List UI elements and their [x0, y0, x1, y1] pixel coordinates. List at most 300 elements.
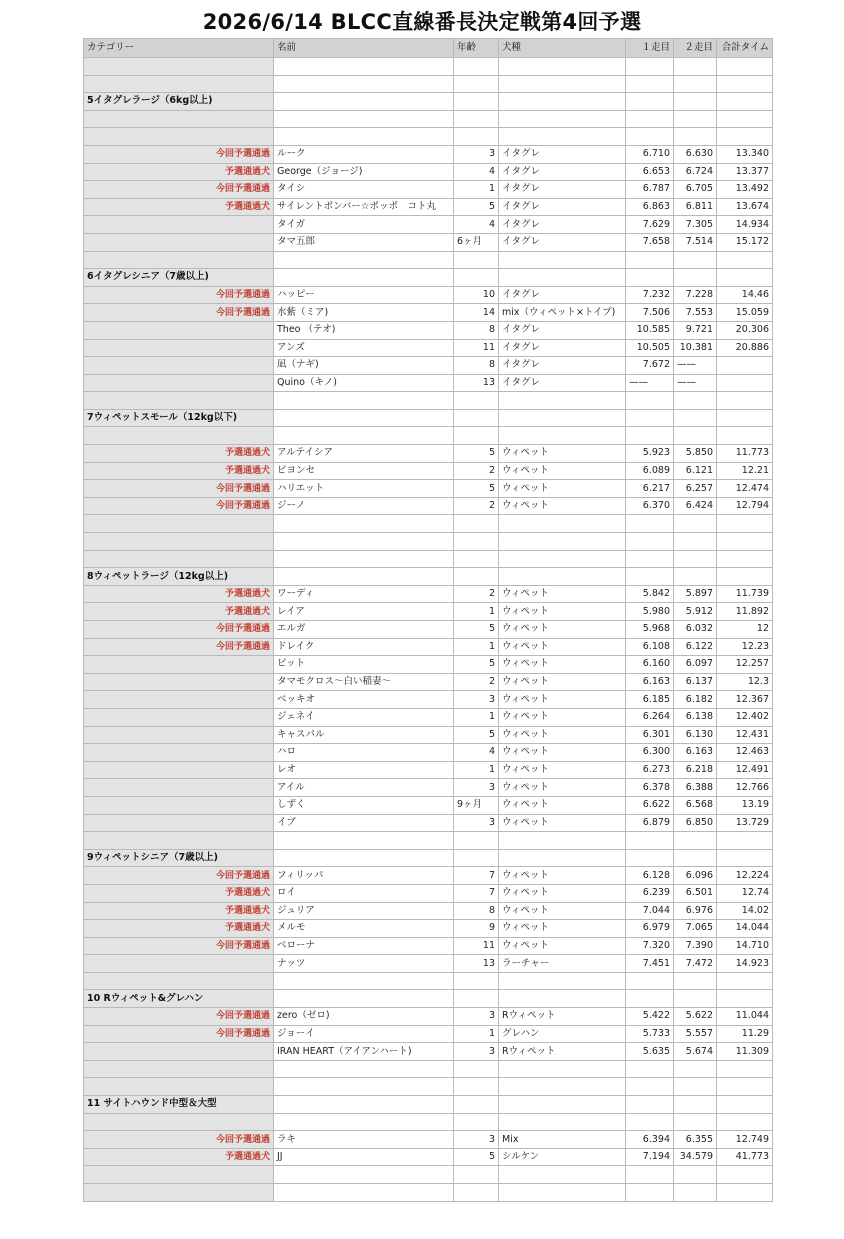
total-time-cell[interactable]: 12.402	[717, 708, 773, 726]
total-time-cell[interactable]: 13.492	[717, 181, 773, 199]
empty-category-cell[interactable]	[84, 533, 274, 551]
age-cell[interactable]: 9	[454, 920, 499, 938]
breed-cell[interactable]: イタグレ	[499, 357, 626, 375]
empty-cell[interactable]	[626, 427, 674, 445]
dog-name-cell[interactable]: アンズ	[274, 339, 454, 357]
qualification-status[interactable]: 今回予選通過	[84, 304, 274, 322]
empty-cell[interactable]	[274, 409, 454, 427]
empty-cell[interactable]	[626, 849, 674, 867]
total-time-cell[interactable]: 12.766	[717, 779, 773, 797]
qualification-status[interactable]	[84, 357, 274, 375]
run2-time-cell[interactable]: 6.130	[674, 726, 717, 744]
breed-cell[interactable]: Mix	[499, 1131, 626, 1149]
empty-cell[interactable]	[274, 75, 454, 93]
dog-name-cell[interactable]: ロイ	[274, 884, 454, 902]
run1-time-cell[interactable]: 6.300	[626, 744, 674, 762]
age-cell[interactable]: 1	[454, 603, 499, 621]
run2-time-cell[interactable]: 7.390	[674, 937, 717, 955]
run1-time-cell[interactable]: 7.320	[626, 937, 674, 955]
empty-cell[interactable]	[717, 392, 773, 410]
breed-cell[interactable]: イタグレ	[499, 181, 626, 199]
qualification-status[interactable]: 予選通過犬	[84, 1148, 274, 1166]
empty-cell[interactable]	[454, 1096, 499, 1114]
breed-cell[interactable]: ウィペット	[499, 814, 626, 832]
age-cell[interactable]: 7	[454, 867, 499, 885]
empty-cell[interactable]	[274, 849, 454, 867]
empty-cell[interactable]	[499, 251, 626, 269]
breed-cell[interactable]: ラーチャー	[499, 955, 626, 973]
total-time-cell[interactable]	[717, 357, 773, 375]
empty-cell[interactable]	[674, 568, 717, 586]
dog-name-cell[interactable]: タイガ	[274, 216, 454, 234]
total-time-cell[interactable]: 14.044	[717, 920, 773, 938]
run2-time-cell[interactable]: 6.724	[674, 163, 717, 181]
age-cell[interactable]: 4	[454, 744, 499, 762]
empty-cell[interactable]	[274, 568, 454, 586]
dog-name-cell[interactable]: ビヨンセ	[274, 462, 454, 480]
run1-time-cell[interactable]: 7.044	[626, 902, 674, 920]
dog-name-cell[interactable]: Quino（キノ)	[274, 374, 454, 392]
age-cell[interactable]: 1	[454, 638, 499, 656]
run1-time-cell[interactable]: 5.968	[626, 621, 674, 639]
dog-name-cell[interactable]: サイレントボンバー☆ポッポ コト丸	[274, 198, 454, 216]
empty-cell[interactable]	[274, 972, 454, 990]
dog-name-cell[interactable]: ラキ	[274, 1131, 454, 1149]
empty-cell[interactable]	[674, 533, 717, 551]
total-time-cell[interactable]: 13.340	[717, 145, 773, 163]
empty-cell[interactable]	[674, 515, 717, 533]
qualification-status[interactable]	[84, 339, 274, 357]
breed-cell[interactable]: シルケン	[499, 1148, 626, 1166]
dog-name-cell[interactable]: イブ	[274, 814, 454, 832]
run2-time-cell[interactable]: 5.622	[674, 1008, 717, 1026]
empty-cell[interactable]	[274, 990, 454, 1008]
empty-category-cell[interactable]	[84, 832, 274, 850]
run1-time-cell[interactable]: 7.629	[626, 216, 674, 234]
breed-cell[interactable]: イタグレ	[499, 145, 626, 163]
age-cell[interactable]: 1	[454, 761, 499, 779]
empty-cell[interactable]	[454, 58, 499, 76]
empty-cell[interactable]	[717, 93, 773, 111]
empty-cell[interactable]	[674, 1184, 717, 1202]
age-cell[interactable]: 3	[454, 1008, 499, 1026]
run1-time-cell[interactable]: ——	[626, 374, 674, 392]
qualification-status[interactable]: 予選通過犬	[84, 163, 274, 181]
empty-category-cell[interactable]	[84, 515, 274, 533]
qualification-status[interactable]	[84, 761, 274, 779]
empty-cell[interactable]	[499, 550, 626, 568]
total-time-cell[interactable]: 13.729	[717, 814, 773, 832]
age-cell[interactable]: 10	[454, 286, 499, 304]
run2-time-cell[interactable]: 6.850	[674, 814, 717, 832]
empty-cell[interactable]	[274, 1060, 454, 1078]
total-time-cell[interactable]: 14.46	[717, 286, 773, 304]
empty-cell[interactable]	[674, 1096, 717, 1114]
breed-cell[interactable]: ウィペット	[499, 761, 626, 779]
empty-cell[interactable]	[499, 128, 626, 146]
breed-cell[interactable]: イタグレ	[499, 286, 626, 304]
empty-category-cell[interactable]	[84, 75, 274, 93]
run2-time-cell[interactable]: 7.228	[674, 286, 717, 304]
empty-cell[interactable]	[274, 533, 454, 551]
empty-cell[interactable]	[454, 1166, 499, 1184]
empty-cell[interactable]	[674, 427, 717, 445]
dog-name-cell[interactable]: George（ジョージ)	[274, 163, 454, 181]
empty-cell[interactable]	[454, 409, 499, 427]
empty-cell[interactable]	[274, 1078, 454, 1096]
qualification-status[interactable]	[84, 321, 274, 339]
run2-time-cell[interactable]: 5.912	[674, 603, 717, 621]
run2-time-cell[interactable]: 6.424	[674, 497, 717, 515]
run2-time-cell[interactable]: 6.257	[674, 480, 717, 498]
dog-name-cell[interactable]: 凪（ナギ)	[274, 357, 454, 375]
empty-cell[interactable]	[274, 515, 454, 533]
empty-cell[interactable]	[626, 972, 674, 990]
total-time-cell[interactable]: 13.19	[717, 796, 773, 814]
run1-time-cell[interactable]: 10.585	[626, 321, 674, 339]
empty-cell[interactable]	[674, 832, 717, 850]
total-time-cell[interactable]: 41.773	[717, 1148, 773, 1166]
qualification-status[interactable]: 今回予選通過	[84, 181, 274, 199]
empty-cell[interactable]	[626, 1184, 674, 1202]
empty-category-cell[interactable]	[84, 1078, 274, 1096]
total-time-cell[interactable]: 12.474	[717, 480, 773, 498]
qualification-status[interactable]	[84, 955, 274, 973]
run1-time-cell[interactable]: 6.710	[626, 145, 674, 163]
qualification-status[interactable]: 今回予選通過	[84, 1025, 274, 1043]
run2-time-cell[interactable]: 5.674	[674, 1043, 717, 1061]
empty-cell[interactable]	[626, 533, 674, 551]
run2-time-cell[interactable]: 6.355	[674, 1131, 717, 1149]
age-cell[interactable]: 5	[454, 198, 499, 216]
age-cell[interactable]: 3	[454, 691, 499, 709]
empty-cell[interactable]	[626, 990, 674, 1008]
empty-cell[interactable]	[674, 269, 717, 287]
breed-cell[interactable]: mix（ウィペット×トイプ)	[499, 304, 626, 322]
total-time-cell[interactable]: 12.74	[717, 884, 773, 902]
run1-time-cell[interactable]: 7.506	[626, 304, 674, 322]
dog-name-cell[interactable]: ハリエット	[274, 480, 454, 498]
empty-cell[interactable]	[626, 110, 674, 128]
empty-cell[interactable]	[717, 550, 773, 568]
total-time-cell[interactable]: 20.306	[717, 321, 773, 339]
empty-cell[interactable]	[454, 972, 499, 990]
dog-name-cell[interactable]: メルモ	[274, 920, 454, 938]
qualification-status[interactable]: 予選通過犬	[84, 884, 274, 902]
total-time-cell[interactable]: 12.794	[717, 497, 773, 515]
total-time-cell[interactable]: 12.224	[717, 867, 773, 885]
empty-cell[interactable]	[274, 392, 454, 410]
empty-cell[interactable]	[717, 1060, 773, 1078]
qualification-status[interactable]: 予選通過犬	[84, 445, 274, 463]
column-header-run2[interactable]: ２走目	[674, 39, 717, 58]
breed-cell[interactable]: ウィペット	[499, 884, 626, 902]
empty-cell[interactable]	[454, 1113, 499, 1131]
run1-time-cell[interactable]: 6.160	[626, 656, 674, 674]
total-time-cell[interactable]: 12.21	[717, 462, 773, 480]
empty-cell[interactable]	[674, 849, 717, 867]
run1-time-cell[interactable]: 5.980	[626, 603, 674, 621]
dog-name-cell[interactable]: Theo （テオ)	[274, 321, 454, 339]
empty-cell[interactable]	[717, 58, 773, 76]
age-cell[interactable]: 1	[454, 181, 499, 199]
empty-cell[interactable]	[674, 550, 717, 568]
run1-time-cell[interactable]: 5.733	[626, 1025, 674, 1043]
empty-cell[interactable]	[674, 251, 717, 269]
total-time-cell[interactable]: 12.463	[717, 744, 773, 762]
empty-cell[interactable]	[626, 75, 674, 93]
run1-time-cell[interactable]: 7.194	[626, 1148, 674, 1166]
dog-name-cell[interactable]: zero（ゼロ)	[274, 1008, 454, 1026]
age-cell[interactable]: 5	[454, 656, 499, 674]
empty-cell[interactable]	[674, 1113, 717, 1131]
empty-cell[interactable]	[626, 1096, 674, 1114]
empty-cell[interactable]	[274, 1113, 454, 1131]
breed-cell[interactable]: Rウィペット	[499, 1008, 626, 1026]
run2-time-cell[interactable]: 6.976	[674, 902, 717, 920]
dog-name-cell[interactable]: ピット	[274, 656, 454, 674]
empty-cell[interactable]	[499, 392, 626, 410]
empty-cell[interactable]	[454, 128, 499, 146]
qualification-status[interactable]: 今回予選通過	[84, 1131, 274, 1149]
dog-name-cell[interactable]: 水紫（ミア)	[274, 304, 454, 322]
empty-cell[interactable]	[626, 1113, 674, 1131]
empty-category-cell[interactable]	[84, 392, 274, 410]
age-cell[interactable]: 4	[454, 216, 499, 234]
age-cell[interactable]: 2	[454, 673, 499, 691]
empty-cell[interactable]	[499, 849, 626, 867]
age-cell[interactable]: 8	[454, 902, 499, 920]
dog-name-cell[interactable]: アルテイシア	[274, 445, 454, 463]
empty-cell[interactable]	[626, 568, 674, 586]
empty-cell[interactable]	[454, 515, 499, 533]
run2-time-cell[interactable]: 6.568	[674, 796, 717, 814]
dog-name-cell[interactable]: しずく	[274, 796, 454, 814]
breed-cell[interactable]: ウィペット	[499, 497, 626, 515]
run1-time-cell[interactable]: 6.301	[626, 726, 674, 744]
run2-time-cell[interactable]: 7.472	[674, 955, 717, 973]
empty-cell[interactable]	[499, 427, 626, 445]
run1-time-cell[interactable]: 6.378	[626, 779, 674, 797]
empty-cell[interactable]	[674, 392, 717, 410]
run2-time-cell[interactable]: 6.032	[674, 621, 717, 639]
run1-time-cell[interactable]: 6.239	[626, 884, 674, 902]
run2-time-cell[interactable]: 6.630	[674, 145, 717, 163]
breed-cell[interactable]: ウィペット	[499, 937, 626, 955]
empty-cell[interactable]	[674, 409, 717, 427]
run1-time-cell[interactable]: 6.979	[626, 920, 674, 938]
dog-name-cell[interactable]: ジーノ	[274, 497, 454, 515]
total-time-cell[interactable]: 15.059	[717, 304, 773, 322]
qualification-status[interactable]	[84, 691, 274, 709]
run1-time-cell[interactable]: 5.842	[626, 585, 674, 603]
dog-name-cell[interactable]: ルーク	[274, 145, 454, 163]
breed-cell[interactable]: ウィペット	[499, 585, 626, 603]
empty-cell[interactable]	[674, 972, 717, 990]
run2-time-cell[interactable]: 6.388	[674, 779, 717, 797]
empty-cell[interactable]	[274, 58, 454, 76]
dog-name-cell[interactable]: JJ	[274, 1148, 454, 1166]
qualification-status[interactable]: 今回予選通過	[84, 480, 274, 498]
breed-cell[interactable]: ウィペット	[499, 726, 626, 744]
dog-name-cell[interactable]: ベローナ	[274, 937, 454, 955]
age-cell[interactable]: 14	[454, 304, 499, 322]
age-cell[interactable]: 3	[454, 1131, 499, 1149]
total-time-cell[interactable]: 14.934	[717, 216, 773, 234]
qualification-status[interactable]: 今回予選通過	[84, 1008, 274, 1026]
age-cell[interactable]: 1	[454, 1025, 499, 1043]
total-time-cell[interactable]: 12.431	[717, 726, 773, 744]
empty-cell[interactable]	[626, 1060, 674, 1078]
empty-cell[interactable]	[454, 550, 499, 568]
empty-cell[interactable]	[454, 832, 499, 850]
column-header-run1[interactable]: １走目	[626, 39, 674, 58]
empty-cell[interactable]	[499, 1184, 626, 1202]
age-cell[interactable]: 8	[454, 321, 499, 339]
dog-name-cell[interactable]: ハッピー	[274, 286, 454, 304]
qualification-status[interactable]: 予選通過犬	[84, 198, 274, 216]
dog-name-cell[interactable]: ベッキオ	[274, 691, 454, 709]
breed-cell[interactable]: ウィペット	[499, 867, 626, 885]
breed-cell[interactable]: ウィペット	[499, 673, 626, 691]
run2-time-cell[interactable]: 7.305	[674, 216, 717, 234]
empty-cell[interactable]	[499, 58, 626, 76]
qualification-status[interactable]	[84, 216, 274, 234]
run2-time-cell[interactable]: 6.163	[674, 744, 717, 762]
dog-name-cell[interactable]: レイア	[274, 603, 454, 621]
empty-cell[interactable]	[499, 990, 626, 1008]
total-time-cell[interactable]: 14.923	[717, 955, 773, 973]
qualification-status[interactable]: 今回予選通過	[84, 937, 274, 955]
empty-cell[interactable]	[717, 75, 773, 93]
age-cell[interactable]: 4	[454, 163, 499, 181]
breed-cell[interactable]: ウィペット	[499, 902, 626, 920]
empty-cell[interactable]	[454, 427, 499, 445]
empty-cell[interactable]	[454, 849, 499, 867]
empty-cell[interactable]	[499, 75, 626, 93]
total-time-cell[interactable]: 13.377	[717, 163, 773, 181]
empty-cell[interactable]	[499, 1113, 626, 1131]
qualification-status[interactable]: 今回予選通過	[84, 638, 274, 656]
breed-cell[interactable]: ウィペット	[499, 603, 626, 621]
empty-cell[interactable]	[717, 269, 773, 287]
empty-cell[interactable]	[626, 251, 674, 269]
empty-cell[interactable]	[626, 550, 674, 568]
run2-time-cell[interactable]: 6.137	[674, 673, 717, 691]
empty-cell[interactable]	[274, 251, 454, 269]
run2-time-cell[interactable]: 34.579	[674, 1148, 717, 1166]
run2-time-cell[interactable]: 6.122	[674, 638, 717, 656]
empty-cell[interactable]	[274, 550, 454, 568]
empty-cell[interactable]	[454, 568, 499, 586]
total-time-cell[interactable]: 11.29	[717, 1025, 773, 1043]
run2-time-cell[interactable]: ——	[674, 357, 717, 375]
total-time-cell[interactable]: 11.044	[717, 1008, 773, 1026]
total-time-cell[interactable]: 12.367	[717, 691, 773, 709]
breed-cell[interactable]: Rウィペット	[499, 1043, 626, 1061]
dog-name-cell[interactable]: ジョーイ	[274, 1025, 454, 1043]
breed-cell[interactable]: ウィペット	[499, 796, 626, 814]
empty-category-cell[interactable]	[84, 1184, 274, 1202]
empty-cell[interactable]	[674, 110, 717, 128]
run1-time-cell[interactable]: 7.672	[626, 357, 674, 375]
qualification-status[interactable]: 予選通過犬	[84, 920, 274, 938]
dog-name-cell[interactable]: ワーディ	[274, 585, 454, 603]
age-cell[interactable]: 1	[454, 708, 499, 726]
empty-cell[interactable]	[626, 58, 674, 76]
age-cell[interactable]: 13	[454, 374, 499, 392]
age-cell[interactable]: 7	[454, 884, 499, 902]
run1-time-cell[interactable]: 6.089	[626, 462, 674, 480]
dog-name-cell[interactable]: ジェネイ	[274, 708, 454, 726]
empty-cell[interactable]	[274, 128, 454, 146]
dog-name-cell[interactable]: フィリッパ	[274, 867, 454, 885]
empty-cell[interactable]	[626, 392, 674, 410]
total-time-cell[interactable]: 11.892	[717, 603, 773, 621]
empty-category-cell[interactable]	[84, 1060, 274, 1078]
empty-cell[interactable]	[499, 832, 626, 850]
breed-cell[interactable]: イタグレ	[499, 339, 626, 357]
total-time-cell[interactable]: 11.739	[717, 585, 773, 603]
empty-cell[interactable]	[626, 515, 674, 533]
breed-cell[interactable]: ウィペット	[499, 462, 626, 480]
empty-cell[interactable]	[454, 1078, 499, 1096]
empty-cell[interactable]	[454, 392, 499, 410]
run2-time-cell[interactable]: 6.705	[674, 181, 717, 199]
age-cell[interactable]: 11	[454, 937, 499, 955]
run2-time-cell[interactable]: 9.721	[674, 321, 717, 339]
dog-name-cell[interactable]: タマモクロス〜白い稲妻〜	[274, 673, 454, 691]
qualification-status[interactable]	[84, 726, 274, 744]
empty-cell[interactable]	[717, 849, 773, 867]
run1-time-cell[interactable]: 6.370	[626, 497, 674, 515]
total-time-cell[interactable]: 13.674	[717, 198, 773, 216]
empty-cell[interactable]	[717, 251, 773, 269]
qualification-status[interactable]: 今回予選通過	[84, 621, 274, 639]
empty-cell[interactable]	[499, 972, 626, 990]
dog-name-cell[interactable]: ハロ	[274, 744, 454, 762]
dog-name-cell[interactable]: ナッツ	[274, 955, 454, 973]
run1-time-cell[interactable]: 6.185	[626, 691, 674, 709]
empty-cell[interactable]	[717, 1078, 773, 1096]
qualification-status[interactable]	[84, 744, 274, 762]
empty-category-cell[interactable]	[84, 1166, 274, 1184]
empty-cell[interactable]	[717, 110, 773, 128]
run2-time-cell[interactable]: 6.121	[674, 462, 717, 480]
run2-time-cell[interactable]: 6.138	[674, 708, 717, 726]
breed-cell[interactable]: ウィペット	[499, 621, 626, 639]
breed-cell[interactable]: ウィペット	[499, 744, 626, 762]
run1-time-cell[interactable]: 5.422	[626, 1008, 674, 1026]
age-cell[interactable]: 5	[454, 445, 499, 463]
column-header-name[interactable]: 名前	[274, 39, 454, 58]
breed-cell[interactable]: ウィペット	[499, 480, 626, 498]
total-time-cell[interactable]: 12.257	[717, 656, 773, 674]
empty-cell[interactable]	[274, 1166, 454, 1184]
dog-name-cell[interactable]: タマ五郎	[274, 233, 454, 251]
run1-time-cell[interactable]: 5.635	[626, 1043, 674, 1061]
column-header-age[interactable]: 年齢	[454, 39, 499, 58]
qualification-status[interactable]	[84, 673, 274, 691]
empty-category-cell[interactable]	[84, 427, 274, 445]
empty-cell[interactable]	[499, 1166, 626, 1184]
qualification-status[interactable]	[84, 656, 274, 674]
empty-cell[interactable]	[674, 1078, 717, 1096]
empty-cell[interactable]	[717, 427, 773, 445]
age-cell[interactable]: 11	[454, 339, 499, 357]
empty-cell[interactable]	[499, 409, 626, 427]
age-cell[interactable]: 5	[454, 621, 499, 639]
